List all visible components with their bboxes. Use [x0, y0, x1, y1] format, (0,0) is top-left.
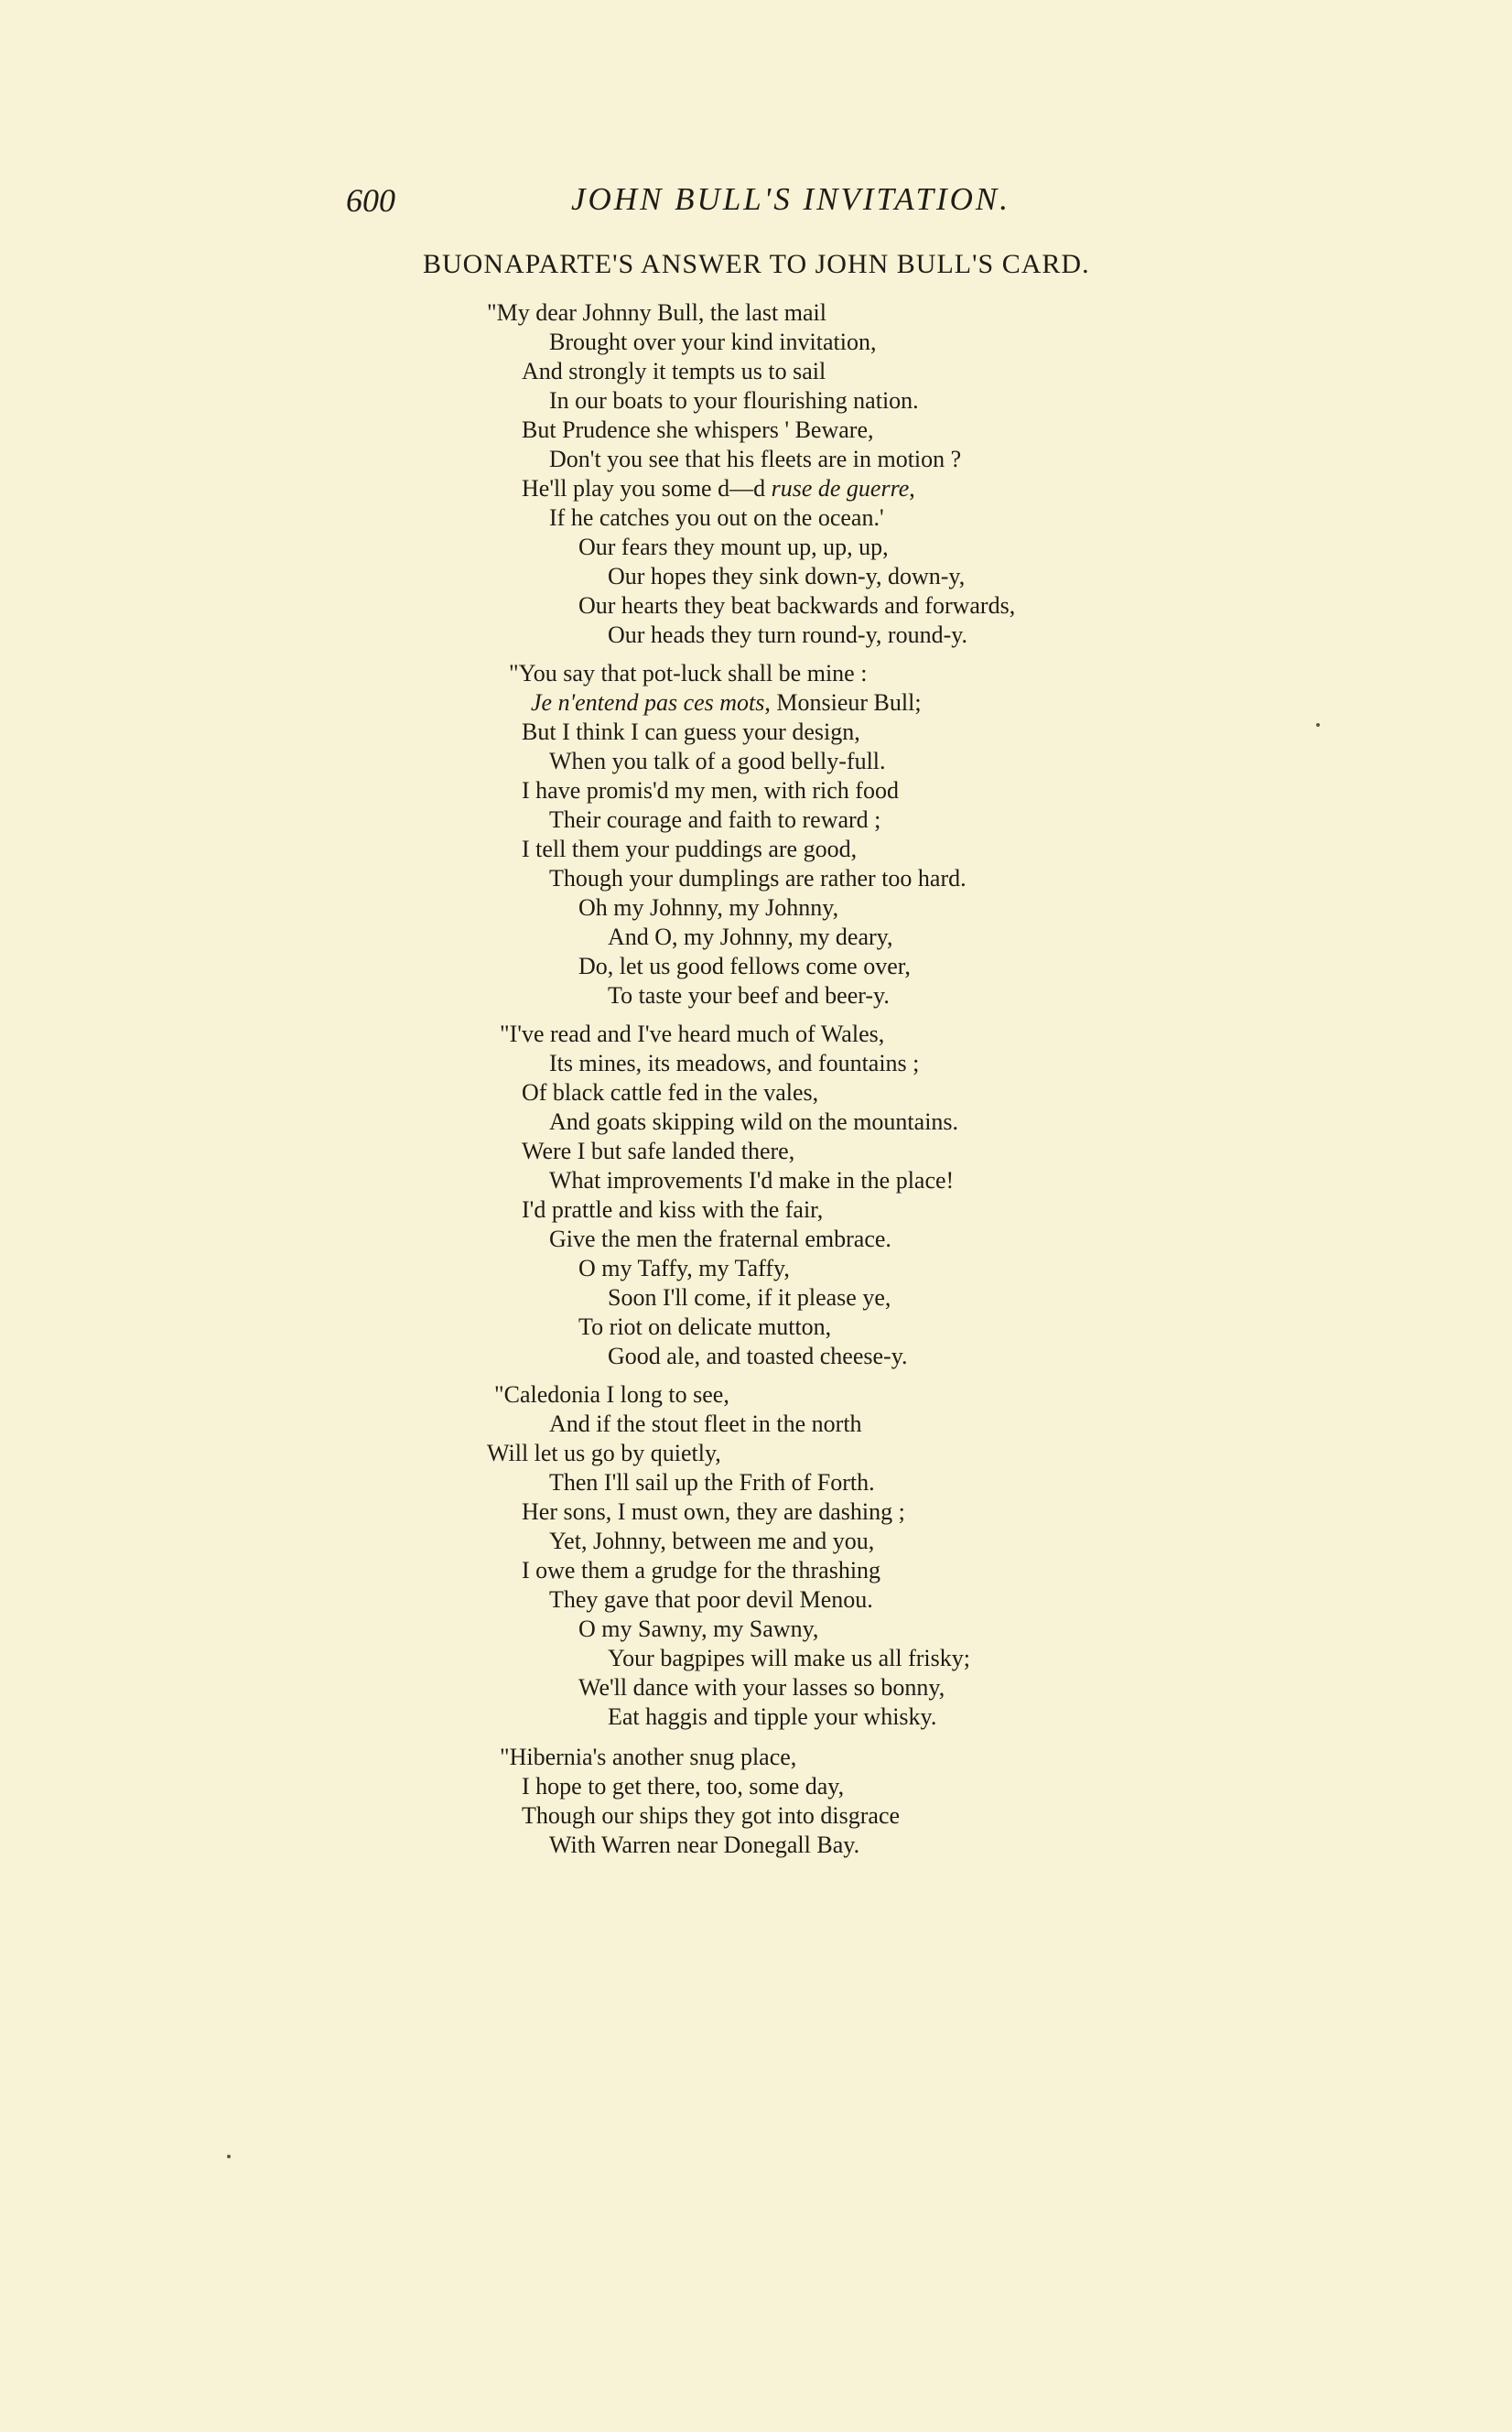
poem-line: Je n'entend pas ces mots, Monsieur Bull; — [531, 689, 922, 716]
poem-line: Though our ships they got into disgrace — [522, 1802, 901, 1829]
poem-line: To riot on delicate mutton, — [578, 1313, 832, 1340]
poem-line: Give the men the fraternal embrace. — [549, 1226, 891, 1252]
poem-line: In our boats to your flourishing nation. — [549, 387, 919, 414]
poem-line: "Hibernia's another snug place, — [500, 1744, 797, 1770]
poem-line: Good ale, and toasted cheese-y. — [608, 1343, 908, 1369]
page-header — [346, 181, 1243, 232]
poem-line: Though your dumplings are rather too hard. — [549, 865, 967, 892]
poem-line: "Caledonia I long to see, — [494, 1381, 729, 1408]
poem-line: Will let us go by quietly, — [487, 1440, 721, 1466]
poem-line: They gave that poor devil Menou. — [549, 1586, 873, 1613]
poem-line: I have promis'd my men, with rich food — [522, 777, 899, 804]
paper-speck — [1316, 723, 1320, 727]
poem-line: We'll dance with your lasses so bonny, — [578, 1674, 945, 1701]
poem-line: If he catches you out on the ocean.' — [549, 504, 884, 531]
poem-line: Their courage and faith to reward ; — [549, 806, 881, 833]
poem-line: "I've read and I've heard much of Wales, — [500, 1021, 885, 1047]
poem-line: "You say that pot-luck shall be mine : — [509, 660, 868, 686]
poem-line: And O, my Johnny, my deary, — [608, 924, 893, 950]
paper-speck — [227, 2155, 231, 2158]
poem-line: Then I'll sail up the Frith of Forth. — [549, 1469, 875, 1496]
poem-line: Our heads they turn round-y, round-y. — [608, 622, 968, 648]
poem-line: Your bagpipes will make us all frisky; — [608, 1645, 970, 1671]
poem-line: Do, let us good fellows come over, — [578, 953, 911, 979]
poem-line: Don't you see that his fleets are in motion ? — [549, 446, 962, 472]
running-head: JOHN BULL'S INVITATION. — [571, 181, 1010, 217]
poem-line: He'll play you some d—d ruse de guerre, — [522, 475, 915, 502]
poem-line: And strongly it tempts us to sail — [522, 358, 826, 384]
poem-line: "My dear Johnny Bull, the last mail — [487, 299, 826, 326]
poem-line: Our hopes they sink down-y, down-y, — [608, 563, 966, 589]
poem-line: I owe them a grudge for the thrashing — [522, 1557, 881, 1584]
poem-line: But Prudence she whispers ' Beware, — [522, 416, 874, 443]
poem-line: What improvements I'd make in the place! — [549, 1167, 955, 1194]
poem-line: Soon I'll come, if it please ye, — [608, 1284, 891, 1311]
poem-line: I tell them your puddings are good, — [522, 836, 858, 862]
page-number: 600 — [346, 182, 395, 219]
poem-line: Oh my Johnny, my Johnny, — [578, 894, 839, 921]
poem-line: Yet, Johnny, between me and you, — [549, 1528, 875, 1554]
poem-line: Of black cattle fed in the vales, — [522, 1079, 819, 1106]
poem-title: BUONAPARTE'S ANSWER TO JOHN BULL'S CARD. — [423, 249, 1090, 279]
poem-line: But I think I can guess your design, — [522, 719, 860, 745]
poem-line: Were I but safe landed there, — [522, 1138, 795, 1164]
poem-line: When you talk of a good belly-full. — [549, 748, 886, 774]
poem-line: Eat haggis and tipple your whisky. — [608, 1703, 937, 1730]
poem-line: And goats skipping wild on the mountains. — [549, 1108, 959, 1135]
poem-line: O my Taffy, my Taffy, — [578, 1255, 790, 1281]
poem-line: With Warren near Donegall Bay. — [549, 1832, 860, 1858]
poem-line: Its mines, its meadows, and fountains ; — [549, 1050, 920, 1076]
poem-line: And if the stout fleet in the north — [549, 1411, 862, 1437]
poem-line: Brought over your kind invitation, — [549, 329, 877, 355]
poem-line: I hope to get there, too, some day, — [522, 1773, 845, 1800]
poem-line: O my Sawny, my Sawny, — [578, 1616, 819, 1642]
poem-line: To taste your beef and beer-y. — [608, 982, 890, 1009]
poem-line: Our fears they mount up, up, up, — [578, 534, 889, 560]
poem-line: I'd prattle and kiss with the fair, — [522, 1196, 824, 1223]
poem-line: Her sons, I must own, they are dashing ; — [522, 1498, 905, 1525]
poem-line: Our hearts they beat backwards and forwards, — [578, 592, 1016, 619]
